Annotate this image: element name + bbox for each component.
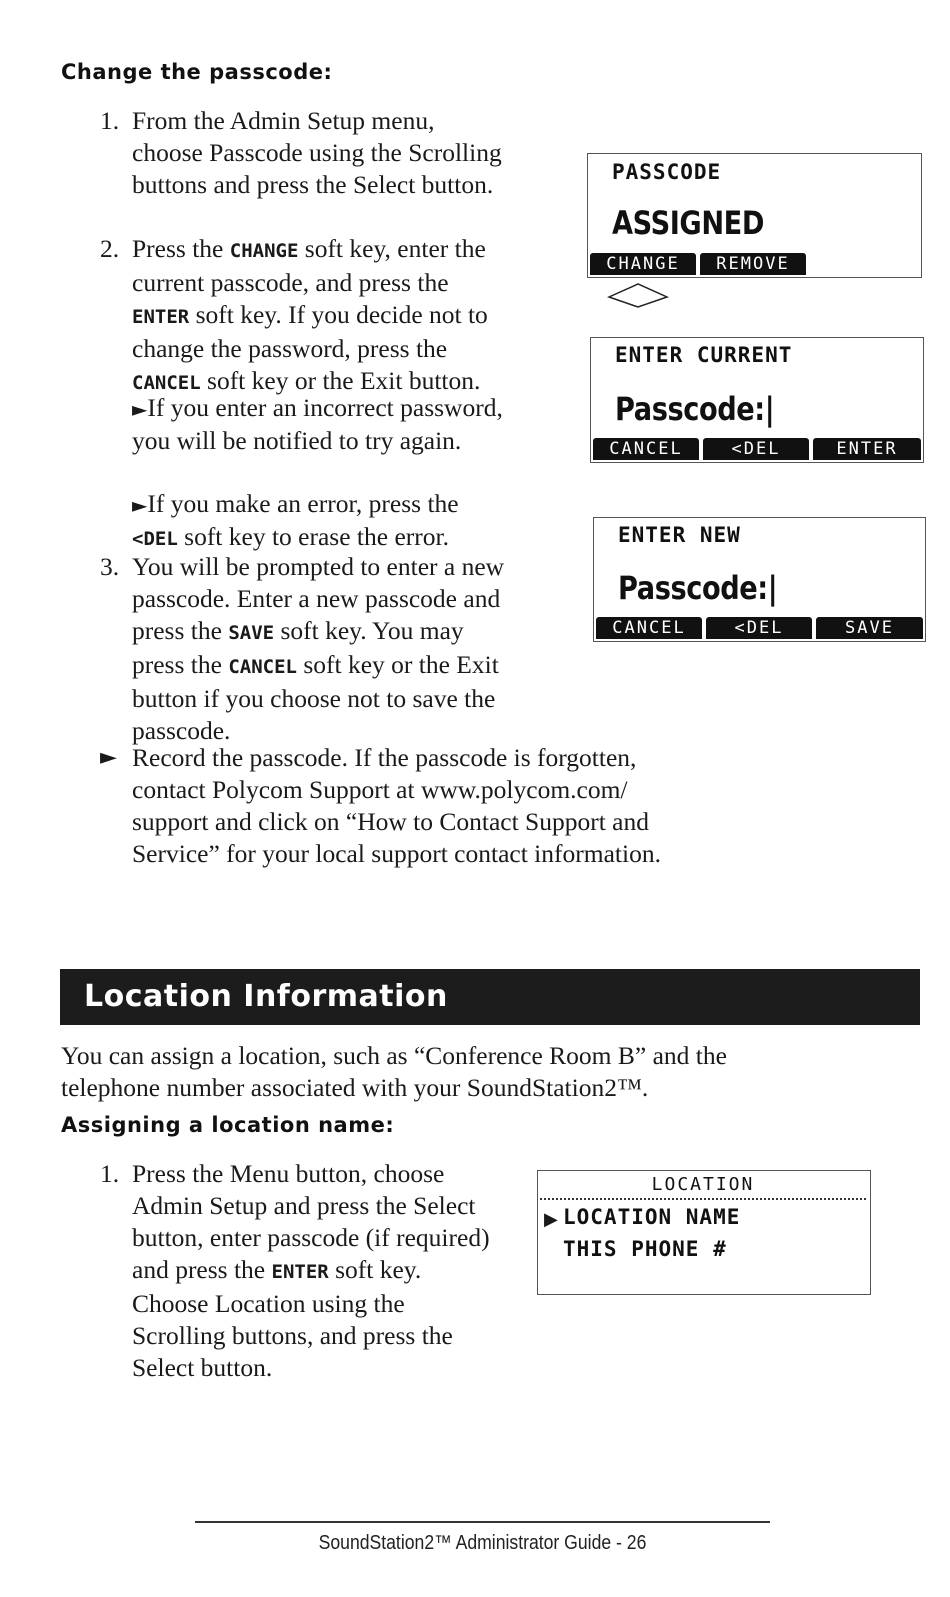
note-text: ►If you enter an incorrect password, you will be notified to try again.: [132, 393, 503, 455]
location-intro: You can assign a location, such as “Conference Room B” and the telephone number associated with your SoundStation2™.: [61, 1041, 727, 1102]
menu-item-location-name[interactable]: LOCATION NAME: [563, 1205, 741, 1229]
softkey-change[interactable]: CHANGE: [590, 253, 696, 275]
lcd-value: Passcode:|: [615, 390, 775, 428]
cancel-softkey-ref: CANCEL: [228, 656, 297, 678]
enter-softkey-ref: ENTER: [271, 1261, 329, 1283]
pointer-arrow-icon: ►: [100, 745, 117, 770]
softkey-enter[interactable]: ENTER: [813, 438, 921, 460]
record-note: [100, 742, 680, 870]
cancel-softkey-ref: CANCEL: [132, 372, 201, 394]
menu-selector-icon: ▶: [544, 1209, 558, 1230]
step-number: 3.: [100, 552, 120, 581]
pointer-arrow-icon: ►: [132, 397, 148, 421]
softkey-cancel[interactable]: CANCEL: [596, 617, 702, 639]
note-text: ►If you make an error, press the <DEL soft key to erase the error.: [132, 489, 459, 551]
section-header-location: [60, 969, 920, 1025]
page-footer: SoundStation2™ Administrator Guide - 26: [318, 1532, 647, 1554]
step-number: 1.: [100, 106, 120, 135]
pointer-arrow-icon: ►: [132, 493, 148, 517]
location-subheading: Assigning a location name:: [61, 1113, 395, 1137]
passcode-subheading: Change the passcode:: [61, 60, 333, 84]
lcd-title: ENTER CURRENT: [615, 343, 793, 367]
lcd-title: ENTER NEW: [618, 523, 741, 547]
change-softkey-ref: CHANGE: [229, 240, 299, 262]
step-1: [100, 105, 510, 201]
step-2: [100, 233, 510, 399]
softkey-cancel[interactable]: CANCEL: [593, 438, 699, 460]
step-3: [100, 551, 520, 747]
menu-item-this-phone[interactable]: THIS PHONE #: [563, 1237, 727, 1261]
lcd-title: PASSCODE: [612, 160, 722, 184]
location-step-1: [100, 1158, 500, 1384]
step-text: Press the CHANGE soft key, enter the current passcode, and press the ENTER soft key. If you decide not to change the password, press the CANCEL soft key or the Exit button.: [132, 234, 488, 395]
softkey-del[interactable]: <DEL: [703, 438, 809, 460]
lcd-passcode-screen: [587, 153, 922, 278]
step-text: Press the Menu button, choose Admin Setup and press the Select button, enter passcode (if required) and press the ENTER soft key. Choose Location using the Scrolling buttons, and press the Select button.: [132, 1159, 490, 1382]
lcd-title: LOCATION: [651, 1174, 755, 1195]
footer-rule: [195, 1521, 770, 1523]
note-error: [100, 488, 510, 555]
step-number: 2.: [100, 234, 120, 263]
lcd-enter-new-screen: [593, 517, 926, 642]
step-text: You will be prompted to enter a new passcode. Enter a new passcode and press the SAVE soft key. You may press the CANCEL soft key or the Exit button if you choose not to save the passcode.: [132, 552, 505, 745]
lcd-value: ASSIGNED: [612, 204, 764, 242]
lcd-enter-current-screen: [590, 337, 924, 463]
softkey-del[interactable]: <DEL: [706, 617, 812, 639]
del-softkey-ref: <DEL: [132, 528, 178, 550]
save-softkey-ref: SAVE: [228, 622, 275, 644]
note-text: Record the passcode. If the passcode is forgotten, contact Polycom Support at www.polycom.com/ support and click on “How to Contact Support and Service” for your local support contact information.: [132, 743, 661, 868]
softkey-remove[interactable]: REMOVE: [700, 253, 806, 275]
step-text: From the Admin Setup menu, choose Passcode using the Scrolling buttons and press the Select button.: [132, 106, 502, 199]
section-title: Location Information: [84, 979, 448, 1014]
softkey-save[interactable]: SAVE: [816, 617, 923, 639]
lcd-location-screen: [537, 1170, 871, 1295]
softkey-pointer-icon: [606, 282, 670, 310]
lcd-divider: [540, 1198, 866, 1200]
note-incorrect: [100, 392, 510, 457]
enter-softkey-ref: ENTER: [132, 306, 190, 328]
lcd-value: Passcode:|: [618, 569, 778, 607]
step-number: 1.: [100, 1159, 120, 1188]
